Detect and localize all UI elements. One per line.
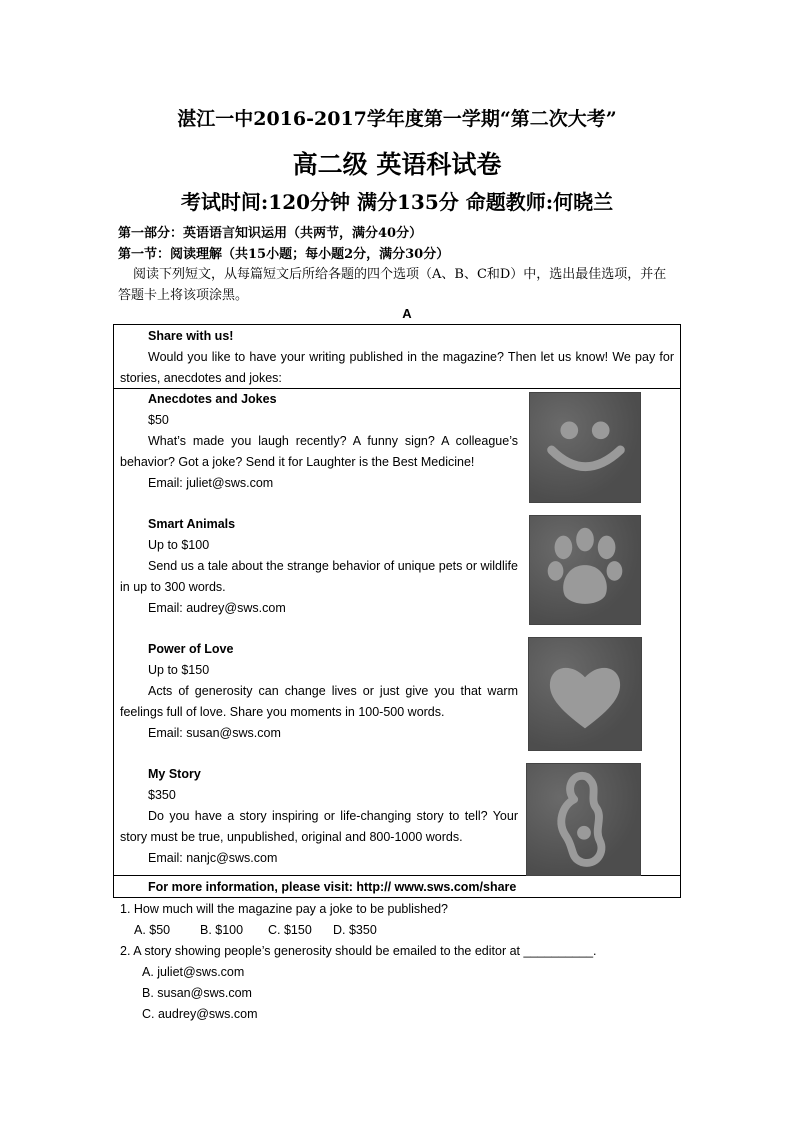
option-a: A. $50 bbox=[134, 923, 171, 937]
option-b: B. $100 bbox=[200, 923, 244, 937]
item-price: $350 bbox=[148, 788, 176, 802]
more-info: For more information, please visit: http:// www.sws.com/share bbox=[148, 880, 517, 894]
item-price: Up to $100 bbox=[148, 538, 210, 552]
option-b: B. susan@sws.com bbox=[142, 986, 252, 1000]
item-price: $50 bbox=[148, 413, 169, 427]
smiley-icon bbox=[529, 392, 641, 503]
school-title: 湛江一中2016-2017学年度第一学期“第二次大考” bbox=[177, 108, 617, 130]
item-title: Anecdotes and Jokes bbox=[148, 392, 277, 406]
item-body: Acts of generosity can change lives or just give you that warm feelings full of love. Share you moments in 100-500 words. bbox=[120, 684, 518, 719]
section-heading: 第一节：阅读理解（共15小题；每小题2分，满分30分） bbox=[118, 247, 450, 262]
item-body: What’s made you laugh recently? A funny sign? A colleague’s behavior? Got a joke? Send it for Laughter is the Best Medicine! bbox=[120, 434, 518, 469]
exam-info: 考试时间:120分钟 满分135分 命题教师:何晓兰 bbox=[180, 190, 614, 214]
item-title: My Story bbox=[148, 767, 201, 781]
story-icon bbox=[526, 763, 641, 876]
item-body: Send us a tale about the strange behavior of unique pets or wildlife in up to 300 words. bbox=[120, 559, 518, 594]
passage-table bbox=[113, 324, 681, 898]
item-price: Up to $150 bbox=[148, 663, 210, 677]
item-email: Email: juliet@sws.com bbox=[148, 476, 274, 490]
item-email: Email: audrey@sws.com bbox=[148, 601, 286, 615]
option-a: A. juliet@sws.com bbox=[142, 965, 245, 979]
item-title: Power of Love bbox=[148, 642, 234, 656]
paw-icon bbox=[529, 515, 641, 625]
item-email: Email: nanjc@sws.com bbox=[148, 851, 278, 865]
heart-icon bbox=[528, 637, 642, 751]
option-d: D. $350 bbox=[333, 923, 377, 937]
intro-title: Share with us! bbox=[148, 329, 234, 343]
item-body: Do you have a story inspiring or life-changing story to tell? Your story must be true, unpublished, original and 800-1000 words. bbox=[120, 809, 518, 844]
option-c: C. $150 bbox=[268, 923, 312, 937]
option-c: C. audrey@sws.com bbox=[142, 1007, 258, 1021]
instruction-text: 阅读下列短文，从每篇短文后所给各题的四个选项（A、B、C和D）中，选出最佳选项，并在答题卡上将该项涂黑。 bbox=[118, 267, 667, 303]
item-email: Email: susan@sws.com bbox=[148, 726, 281, 740]
passage-label: A bbox=[402, 306, 412, 321]
question-2: 2. A story showing people’s generosity should be emailed to the editor at __________. bbox=[120, 944, 597, 958]
intro-text: Would you like to have your writing published in the magazine? Then let us know! We pay for stories, anecdotes and jokes: bbox=[120, 350, 674, 385]
grade-title: 高二级 英语科试卷 bbox=[292, 150, 502, 179]
question-1: 1. How much will the magazine pay a joke to be published? bbox=[120, 902, 448, 916]
item-title: Smart Animals bbox=[148, 517, 236, 531]
part-heading: 第一部分：英语语言知识运用（共两节，满分40分） bbox=[118, 226, 423, 241]
